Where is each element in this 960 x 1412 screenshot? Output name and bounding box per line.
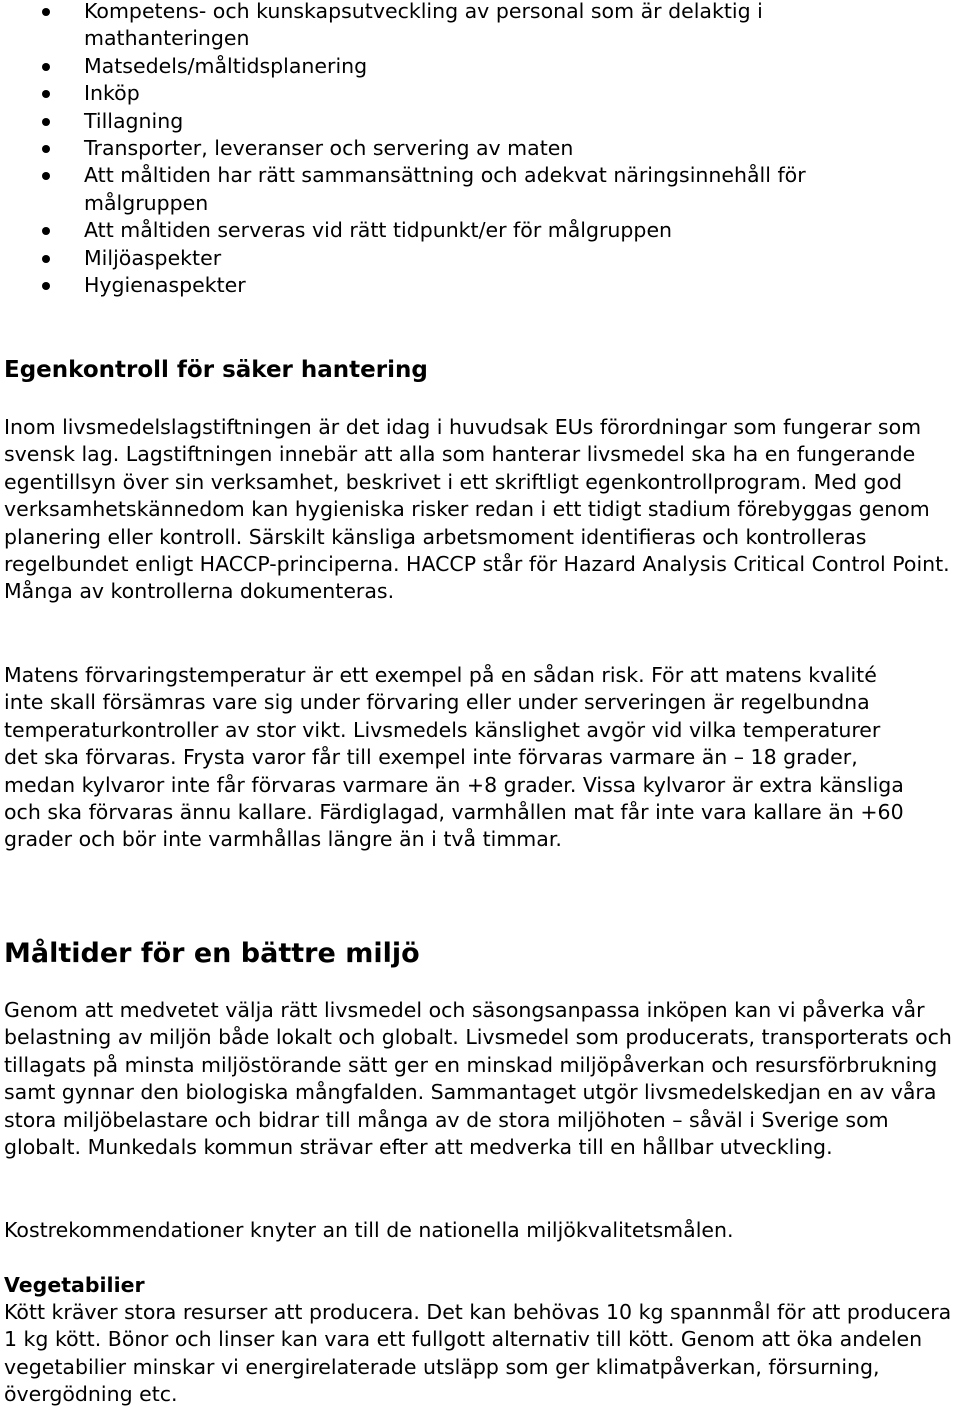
list-item xyxy=(4,245,956,272)
list-item xyxy=(4,162,874,217)
list-item-text: Miljöaspekter xyxy=(84,245,222,270)
paragraph-miljo-1: Genom att medvetet välja rätt livsmedel och säsongsanpassa inköpen kan vi påverka vår belastning av miljön både lokalt och globalt. Livsmedel som producerats, transporterats och tillagats på minsta miljöstörande sätt ger en minskad miljöpåverkan och resursförbrukning samt gynnar den biologiska mångfalden. Sammantaget utgör livsmedelskedjan en av våra stora miljöbelastare och bidrar till många av de stora miljöhoten – såväl i Sverige som globalt. Munkedals kommun strävar efter att medverka till en hållbar utveckling. xyxy=(4,998,952,1160)
list-item-text: Att måltiden serveras vid rätt tidpunkt/er för målgruppen xyxy=(84,218,673,243)
list-item xyxy=(4,135,956,162)
list-item xyxy=(4,108,956,135)
list-item xyxy=(4,53,956,80)
list-item-text: Inköp xyxy=(84,81,140,106)
list-item-text: Hygienaspekter xyxy=(84,273,246,298)
subheading-vegetabilier: Vegetabilier xyxy=(4,1273,145,1297)
bullet-icon xyxy=(42,90,50,98)
bullet-icon xyxy=(42,255,50,263)
paragraph-egenkontroll-1: Inom livsmedelslagstiftningen är det idag i huvudsak EUs förordningar som fungerar som svensk lag. Lagstiftningen innebär att alla som hanterar livsmedel ska ha en fungerande egentillsyn över sin verksamhet, beskrivet i ett skriftligt egenkontrollprogram. Med god verksamhetskännedom kan hygieniska risker redan i ett tidigt stadium förebyggas genom planering eller kontroll. Särskilt känsliga arbetsmoment identifieras och kontrolleras regelbundet enligt HACCP-principerna. HACCP står för Hazard Analysis Critical Control Point. Många av kontrollerna dokumenteras. xyxy=(4,415,950,604)
list-item-text: Kompetens- och kunskapsutveckling av personal som är delaktig i mathanteringen xyxy=(84,0,763,51)
list-item-text: Transporter, leveranser och servering av maten xyxy=(84,136,574,161)
bullet-icon xyxy=(42,282,50,290)
section-heading-miljo: Måltider för en bättre miljö xyxy=(4,938,420,969)
bullet-icon xyxy=(42,227,50,235)
bullet-icon xyxy=(42,118,50,126)
paragraph-vegetabilier: Kött kräver stora resurser att producera. Det kan behövas 10 kg spannmål för att producera 1 kg kött. Bönor och linser kan vara ett fullgott alternativ till kött. Genom att öka andelen vegetabilier minskar vi energirelaterade utsläpp som ger klimatpåverkan, försurning, övergödning etc. xyxy=(4,1300,952,1407)
paragraph-egenkontroll-2: Matens förvaringstemperatur är ett exempel på en sådan risk. För att matens kvalité inte skall försämras vare sig under förvaring eller under serveringen är regelbundna temperaturkontroller av stor vikt. Livsmedels känslighet avgör vid vilka temperaturer det ska förvaras. Frysta varor får till exempel inte förvaras varmare än – 18 grader, medan kylvaror inte får förvaras varmare än +8 grader. Vissa kylvaror är extra känsliga och ska förvaras ännu kallare. Färdiglagad, varmhållen mat får inte vara kallare än +60 grader och bör inte varmhållas längre än i två timmar. xyxy=(4,663,904,852)
bullet-icon xyxy=(42,63,50,71)
list-item-text: Tillagning xyxy=(84,108,184,133)
bullet-list xyxy=(4,0,956,299)
bullet-icon xyxy=(42,172,50,180)
list-item-text: Matsedels/måltidsplanering xyxy=(84,53,368,78)
list-item xyxy=(4,272,956,299)
bullet-icon xyxy=(42,8,50,16)
bullet-icon xyxy=(42,145,50,153)
list-item xyxy=(4,217,956,244)
list-item xyxy=(4,80,956,107)
paragraph-miljo-2: Kostrekommendationer knyter an till de nationella miljökvalitetsmålen. xyxy=(4,1218,734,1242)
list-item-text: Att måltiden har rätt sammansättning och adekvat näringsinnehåll för målgruppen xyxy=(84,163,806,215)
section-heading-egenkontroll: Egenkontroll för säker hantering xyxy=(4,357,428,383)
list-item xyxy=(4,0,844,53)
